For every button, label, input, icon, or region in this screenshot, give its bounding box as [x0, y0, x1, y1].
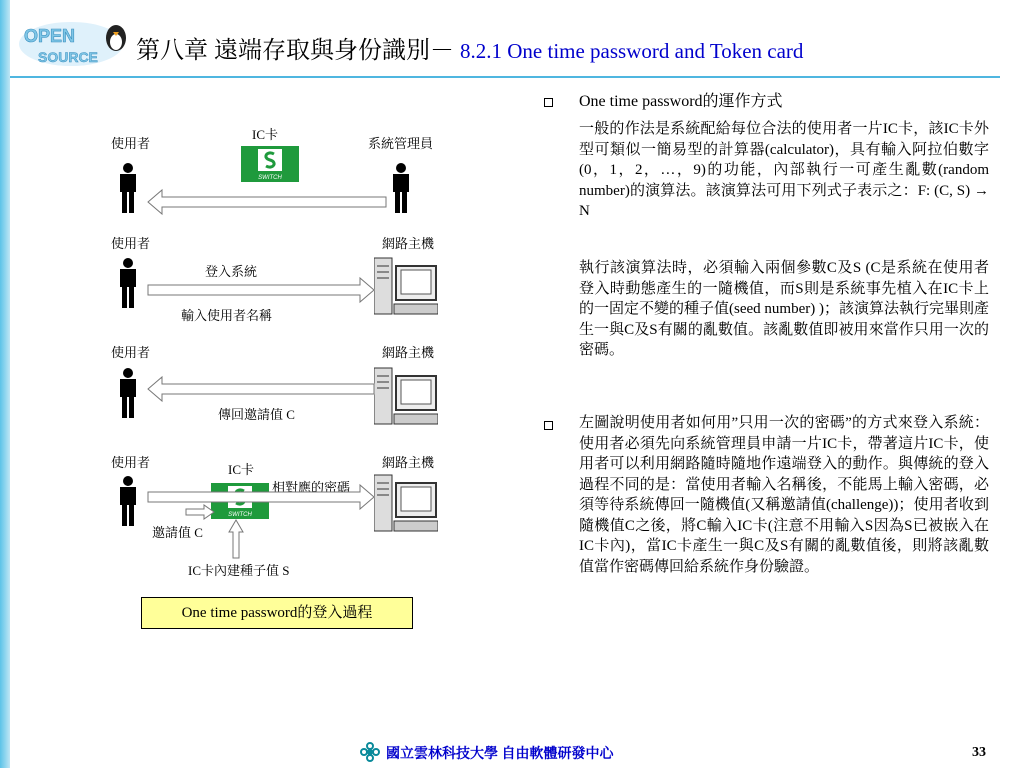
- panel1-card-label: IC卡: [252, 127, 279, 142]
- arrow-admin-to-user: [148, 188, 388, 218]
- arrow-password-to-host: [148, 483, 378, 513]
- bullet-square-icon: [544, 421, 553, 430]
- bullet1-title: One time password的運作方式: [579, 93, 783, 110]
- panel1-user-label: 使用者: [111, 136, 151, 151]
- para-method: 一般的作法是系統配給每位合法的使用者一片IC卡，該IC卡外型可類似一簡易型的計算器(calculator)，具有輸入阿拉伯數字(0，1，2，…，9)的功能，內部執行一可產生亂數(random number)的演算法。該演算法可用下列式子表示之：F: (C, S) → N: [579, 121, 989, 219]
- title-section: 8.2.1 One time password and Token card: [460, 39, 804, 63]
- host-computer-icon: [374, 467, 438, 537]
- bullet-square-icon: [544, 98, 553, 107]
- user-icon: [117, 258, 139, 308]
- panel4-user-label: 使用者: [111, 455, 151, 470]
- msg-challenge-c: 邀請值 C: [152, 525, 203, 540]
- card-brand: SWITCH: [228, 512, 252, 518]
- panel2-host-label: 網路主機: [382, 236, 435, 251]
- user-icon: [117, 163, 139, 213]
- user-icon: [117, 368, 139, 418]
- msg-login: 登入系統: [205, 264, 258, 279]
- para-algorithm: 執行該演算法時，必須輸入兩個參數C及S (C是系統在使用者登入時動態產生的一隨機值，而S則是系統事先植入在IC卡上的一固定不變的種子值(seed number) )；該演算法執行完畢則產生一與C及S有關的亂數值。該亂數值即被用來當作只用一次的密碼。: [579, 260, 989, 358]
- slide-title: [136, 30, 803, 65]
- arrow-user-to-host: [148, 276, 378, 306]
- diagram-caption: One time password的登入過程: [141, 597, 413, 629]
- footer-organization: 國立雲林科技大學 自由軟體研發中心: [386, 747, 614, 762]
- arrow-host-to-user: [148, 375, 378, 405]
- title-chapter: 第八章 遠端存取與身份識別－: [136, 38, 454, 64]
- arrow-seed-to-card: [229, 520, 249, 560]
- open-source-logo: [16, 14, 136, 70]
- msg-seed-s: IC卡內建種子值 S: [188, 563, 290, 578]
- title-divider: [10, 76, 1000, 78]
- msg-matching-password: 相對應的密碼: [272, 480, 351, 495]
- admin-icon: [390, 163, 412, 213]
- svg-text:SOURCE: SOURCE: [38, 49, 98, 65]
- host-computer-icon: [374, 360, 438, 430]
- card-brand: SWITCH: [258, 175, 282, 181]
- page-number: 33: [972, 745, 986, 760]
- panel1-admin-label: 系統管理員: [368, 136, 434, 151]
- user-icon: [117, 476, 139, 526]
- left-accent-bar: [0, 0, 10, 768]
- msg-return-challenge: 傳回邀請值 C: [218, 407, 295, 422]
- msg-enter-username: 輸入使用者名稱: [181, 308, 273, 323]
- panel4-card-label: IC卡: [228, 462, 255, 477]
- para-login-process: 左圖說明使用者如何用”只用一次的密碼”的方式來登入系統：使用者必須先向系統管理員申請一片IC卡，帶著這片IC卡，使用者可以利用網路隨時隨地作遠端登入的動作。與傳統的登入過程不同的是：當使用者輸入名稱後，不能馬上輸入密碼，必須等待系統傳回一隨機值(又稱邀請值(challenge))；使用者收到隨機值C之後，將C輸入IC卡(注意不用輸入S因為S已被嵌入在IC卡內)，當IC卡產生一與C及S有關的亂數值後，則將該亂數值當作密碼傳回給系統作身份驗證。: [579, 415, 989, 575]
- panel4-host-label: 網路主機: [382, 455, 435, 470]
- ic-card-icon: [241, 146, 299, 182]
- panel2-user-label: 使用者: [111, 236, 151, 251]
- host-computer-icon: [374, 250, 438, 320]
- panel3-user-label: 使用者: [111, 345, 151, 360]
- panel3-host-label: 網路主機: [382, 345, 435, 360]
- svg-text:OPEN: OPEN: [24, 26, 76, 46]
- university-emblem-icon: [360, 742, 380, 762]
